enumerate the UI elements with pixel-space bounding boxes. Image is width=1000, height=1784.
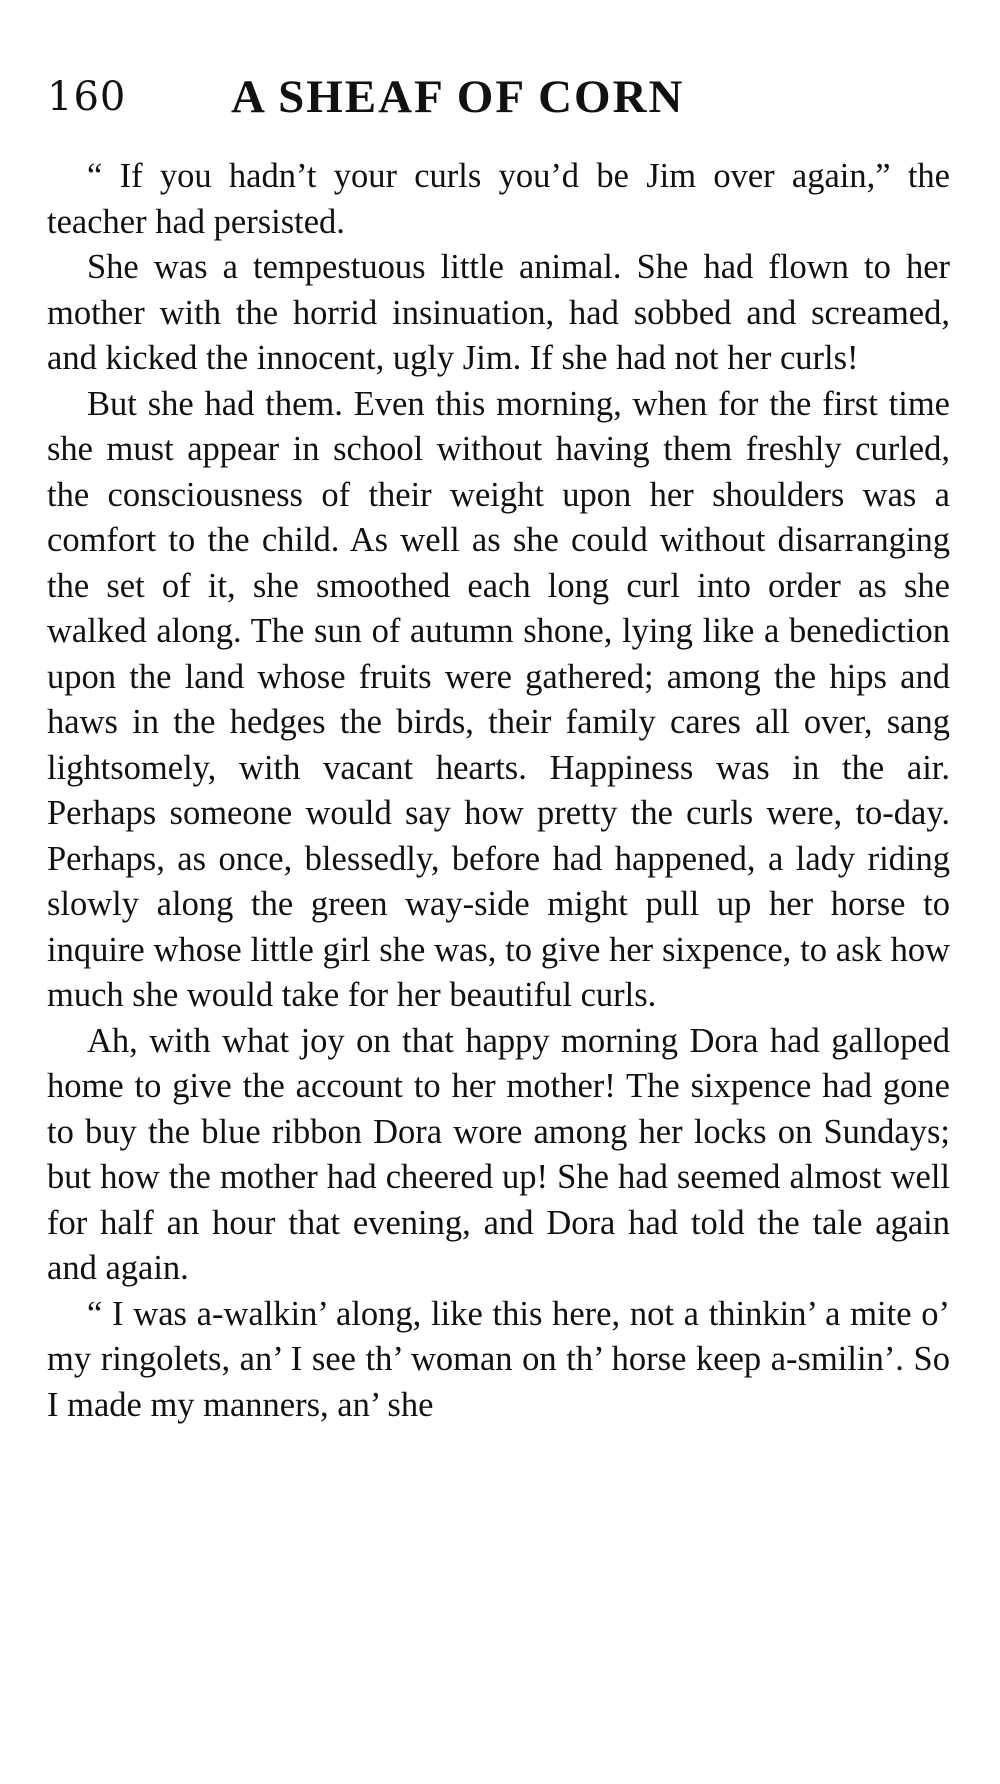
book-title: A SHEAF OF CORN [231,71,685,123]
running-head [47,70,947,130]
paragraph: Ah, with what joy on that happy morning Dora had galloped home to give the account to her mother! The sixpence had gone to buy the blue ribbon Dora wore among her locks on Sundays; but how the mother had cheered up! She had seemed almost well for half an hour that evening, and Dora had told the tale again and again. [47,1021,950,1287]
paragraph: But she had them. Even this morning, when for the first time she must appear in school without having them freshly curled, the consciousness of their weight upon her shoulders was a comfort to the child. As well as she could without disarranging the set of it, she smoothed each long curl into order as she walked along. The sun of autumn shone, lying like a benediction upon the land whose fruits were gathered; among the hips and haws in the hedges the birds, their family cares all over, sang lightsomely, with vacant hearts. Happiness was in the air. Perhaps someone would say how pretty the curls were, to-day. Perhaps, as once, blessedly, before had happened, a lady riding slowly along the green way-side might pull up her horse to inquire whose little girl she was, to give her sixpence, to ask how much she would take for her beautiful curls. [47,384,950,1014]
paragraph: “ If you hadn’t your curls you’d be Jim over again,” the teacher had persisted. [47,157,950,241]
body-text [47,154,950,1428]
paragraph: She was a tempestuous little animal. She had flown to her mother with the horrid insinuation, had sobbed and screamed, and kicked the innocent, ugly Jim. If she had not her curls! [47,248,950,377]
paragraph: “ I was a-walkin’ along, like this here, not a thinkin’ a mite o’ my ringolets, an’ I see th’ woman on th’ horse keep a-smilin’. So I made my manners, an’ she [47,1294,950,1424]
page-number: 160 [47,74,127,120]
